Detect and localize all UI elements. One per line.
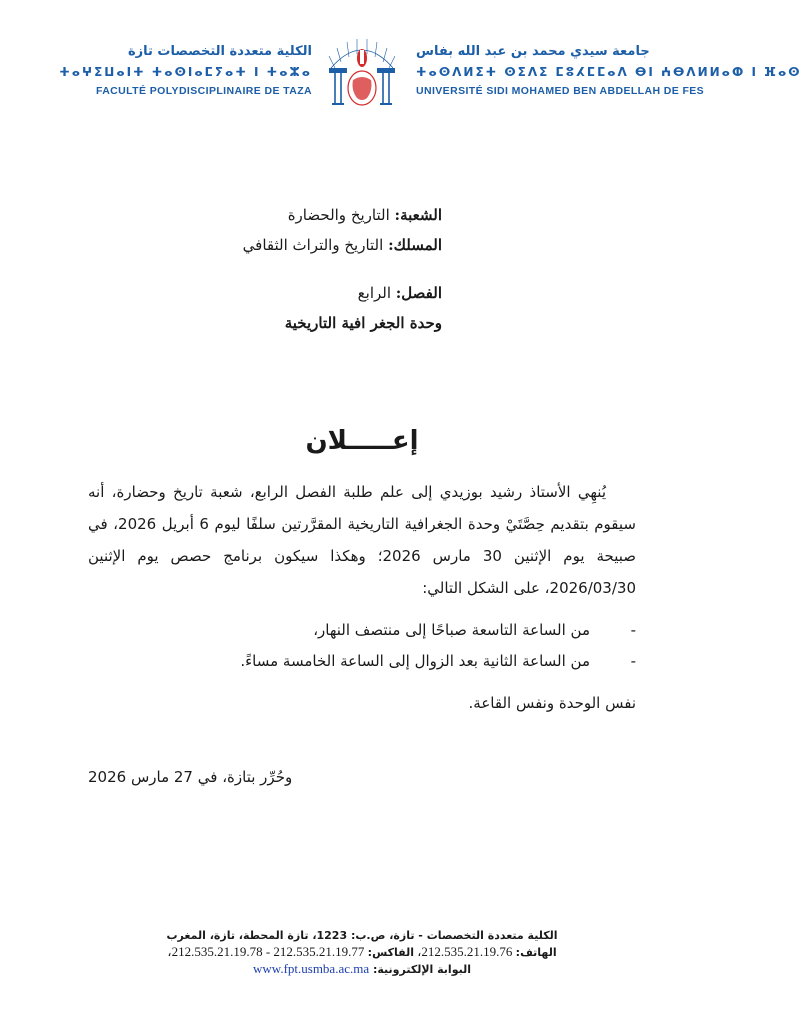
schedule-item-text: من الساعة الثانية بعد الزوال إلى الساعة الخامسة مساءً. — [240, 652, 590, 670]
branch-label: الشعبة: — [394, 206, 442, 224]
faculty-name-tifinagh: ⵜⴰⵖⵉⵡⴰⵏⵜ ⵜⴰⵙⵏⴰⵎⵢⴰⵜ ⵏ ⵜⴰⵣⴰ — [59, 65, 312, 79]
schedule-item-text: من الساعة التاسعة صباحًا إلى منتصف النهار، — [313, 621, 590, 639]
semester-line — [243, 278, 442, 308]
module-title: وحدة الجغر افية التاريخية — [284, 314, 442, 332]
list-bullet: - — [630, 621, 636, 639]
phone-value: 212.535.21.19.76، — [413, 944, 516, 959]
portal-label: البوابة الإلكترونية: — [369, 963, 471, 976]
faculty-name-french: FACULTÉ POLYDISCIPLINAIRE DE TAZA — [95, 85, 312, 97]
semester-value: الرابع — [357, 284, 396, 302]
footer-address: الكلية متعددة التخصصات - تازة، ص.ب: 1223، تازة المحطة، تازة، المغرب — [166, 929, 558, 942]
announcement-body — [88, 476, 636, 604]
footer-contacts — [0, 944, 724, 961]
letterhead — [0, 38, 802, 108]
university-name-tifinagh: ⵜⴰⵙⴷⵍⵉⵜ ⵙⵉⴷⵉ ⵎⵓⵃⵎⵎⴰⴷ ⴱⵏ ⵄⴱⴷⵍⵍⴰⵀ ⵏ ⴼⴰⵙ — [416, 65, 802, 79]
branch-line — [243, 200, 442, 230]
track-label: المسلك: — [388, 236, 442, 254]
portal-link[interactable]: www.fpt.usmba.ac.ma — [253, 961, 370, 976]
branch-value: التاريخ والحضارة — [287, 206, 395, 224]
fax-label: الفاكس: — [367, 946, 414, 959]
faculty-name-arabic: الكلية متعددة التخصصات تازة — [127, 44, 312, 59]
list-bullet: - — [630, 652, 636, 670]
university-name-french: UNIVERSITÉ SIDI MOHAMED BEN ABDELLAH DE FES — [416, 85, 705, 97]
track-line — [243, 230, 442, 260]
schedule-item — [240, 646, 636, 677]
location-note: نفس الوحدة ونفس القاعة. — [468, 694, 636, 712]
announcement-title: إعـــــلان — [305, 426, 419, 456]
track-value: التاريخ والتراث الثقافي — [242, 236, 389, 254]
university-name-block — [416, 42, 802, 100]
footer-portal — [0, 961, 724, 978]
footer — [0, 928, 724, 978]
faculty-name-block — [59, 42, 312, 100]
document-headings — [243, 200, 442, 338]
announcement-paragraph: يُنهِي الأستاذ رشيد بوزيدي إلى علم طلبة الفصل الرابع، شعبة تاريخ وحضارة، أنه سيقوم بتقديم حِصَّتَيْ وحدة الجغرافية التاريخية المقرَّرتين سلفًا ليوم 6 أبريل 2026، في صبيحة يوم الإثنين 30 مارس 2026؛ وهكذا سيكون برنامج حصص يوم الإثنين 2026/03/30، على الشكل التالي: — [88, 483, 637, 597]
schedule-item — [240, 615, 636, 646]
university-name-arabic: جامعة سيدي محمد بن عبد الله بفاس — [416, 44, 650, 59]
signature-date: وحُرِّر بتازة، في 27 مارس 2026 — [88, 768, 293, 786]
semester-label: الفصل: — [395, 284, 442, 302]
fax-value: 212.535.21.19.77 - 212.535.21.19.78، — [167, 944, 368, 959]
schedule-list — [240, 615, 636, 677]
university-emblem-icon — [323, 38, 401, 110]
phone-label: الهاتف: — [515, 946, 557, 959]
